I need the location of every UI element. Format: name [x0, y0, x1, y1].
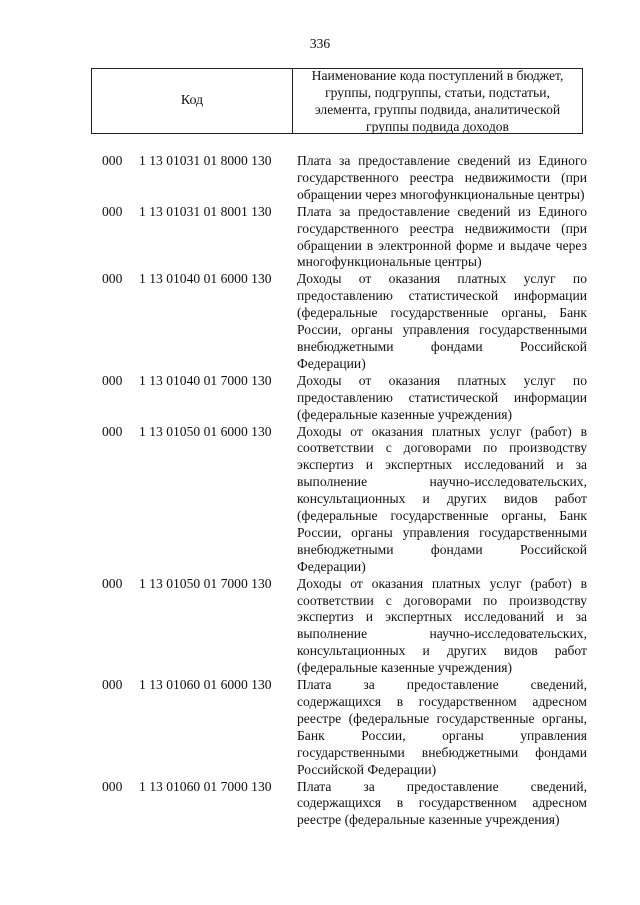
table-row	[0, 576, 640, 677]
admin-code: 000	[102, 423, 123, 439]
income-code: 1 13 01060 01 6000 130	[139, 677, 272, 693]
admin-code: 000	[102, 677, 123, 693]
income-code: 1 13 01050 01 7000 130	[139, 575, 272, 591]
income-code: 1 13 01040 01 6000 130	[139, 271, 272, 287]
admin-code: 000	[102, 203, 123, 219]
table-row	[0, 373, 640, 424]
admin-code: 000	[102, 271, 123, 287]
income-description: Доходы от оказания платных услуг по предоставлению статистической информации (федеральные казенные учреждения)	[297, 372, 587, 422]
header-code-column: Код	[92, 69, 293, 133]
income-code: 1 13 01060 01 7000 130	[139, 778, 272, 794]
income-description: Доходы от оказания платных услуг по предоставлению статистической информации (федеральные государственные органы, Банк России, органы управления государственными внебюджетными фондами Российской Федерации)	[297, 271, 587, 371]
table-row	[0, 779, 640, 830]
income-description: Плата за предоставление сведений из Единого государственного реестра недвижимости (при обращении в электронной форме и выдаче через многофункциональные центры)	[297, 203, 587, 270]
page-number: 336	[309, 36, 331, 51]
income-description: Доходы от оказания платных услуг (работ) в соответствии с договорами по производству экспертиз и экспертных исследований и за выполнение научно-исследовательских, консультационных и других видов работ (федеральные государственные органы, Банк России, органы управления государственными внебюджетными фондами Российской Федерации)	[297, 423, 587, 574]
income-description: Доходы от оказания платных услуг (работ) в соответствии с договорами по производству экспертиз и экспертных исследований и за выполнение научно-исследовательских, консультационных и других видов работ (федеральные казенные учреждения)	[297, 575, 587, 676]
income-code: 1 13 01050 01 6000 130	[139, 423, 272, 439]
table-row	[0, 153, 640, 204]
header-name-column: Наименование кода поступлений в бюджет, группы, подгруппы, статьи, подстатьи, элемента, группы подвида, аналитической группы подвида доходов	[311, 68, 564, 134]
income-code: 1 13 01040 01 7000 130	[139, 372, 272, 388]
table-row	[0, 424, 640, 576]
admin-code: 000	[102, 153, 123, 168]
income-description: Плата за предоставление сведений, содержащихся в государственном адресном реестре (федеральные казенные учреждения)	[297, 778, 587, 828]
income-code: 1 13 01031 01 8000 130	[139, 153, 272, 168]
table-header	[91, 68, 583, 134]
income-description: Плата за предоставление сведений, содержащихся в государственном адресном реестре (федеральные государственные органы, Банк России, органы управления государственными внебюджетными фондами Российской Федерации)	[297, 677, 587, 777]
admin-code: 000	[102, 778, 123, 794]
income-description: Плата за предоставление сведений из Единого государственного реестра недвижимости (при обращении через многофункциональные центры)	[297, 153, 587, 202]
table-row	[0, 677, 640, 778]
admin-code: 000	[102, 575, 123, 591]
income-code-list	[0, 153, 640, 829]
table-row	[0, 204, 640, 272]
admin-code: 000	[102, 372, 123, 388]
income-code: 1 13 01031 01 8001 130	[139, 203, 272, 219]
table-row	[0, 271, 640, 372]
